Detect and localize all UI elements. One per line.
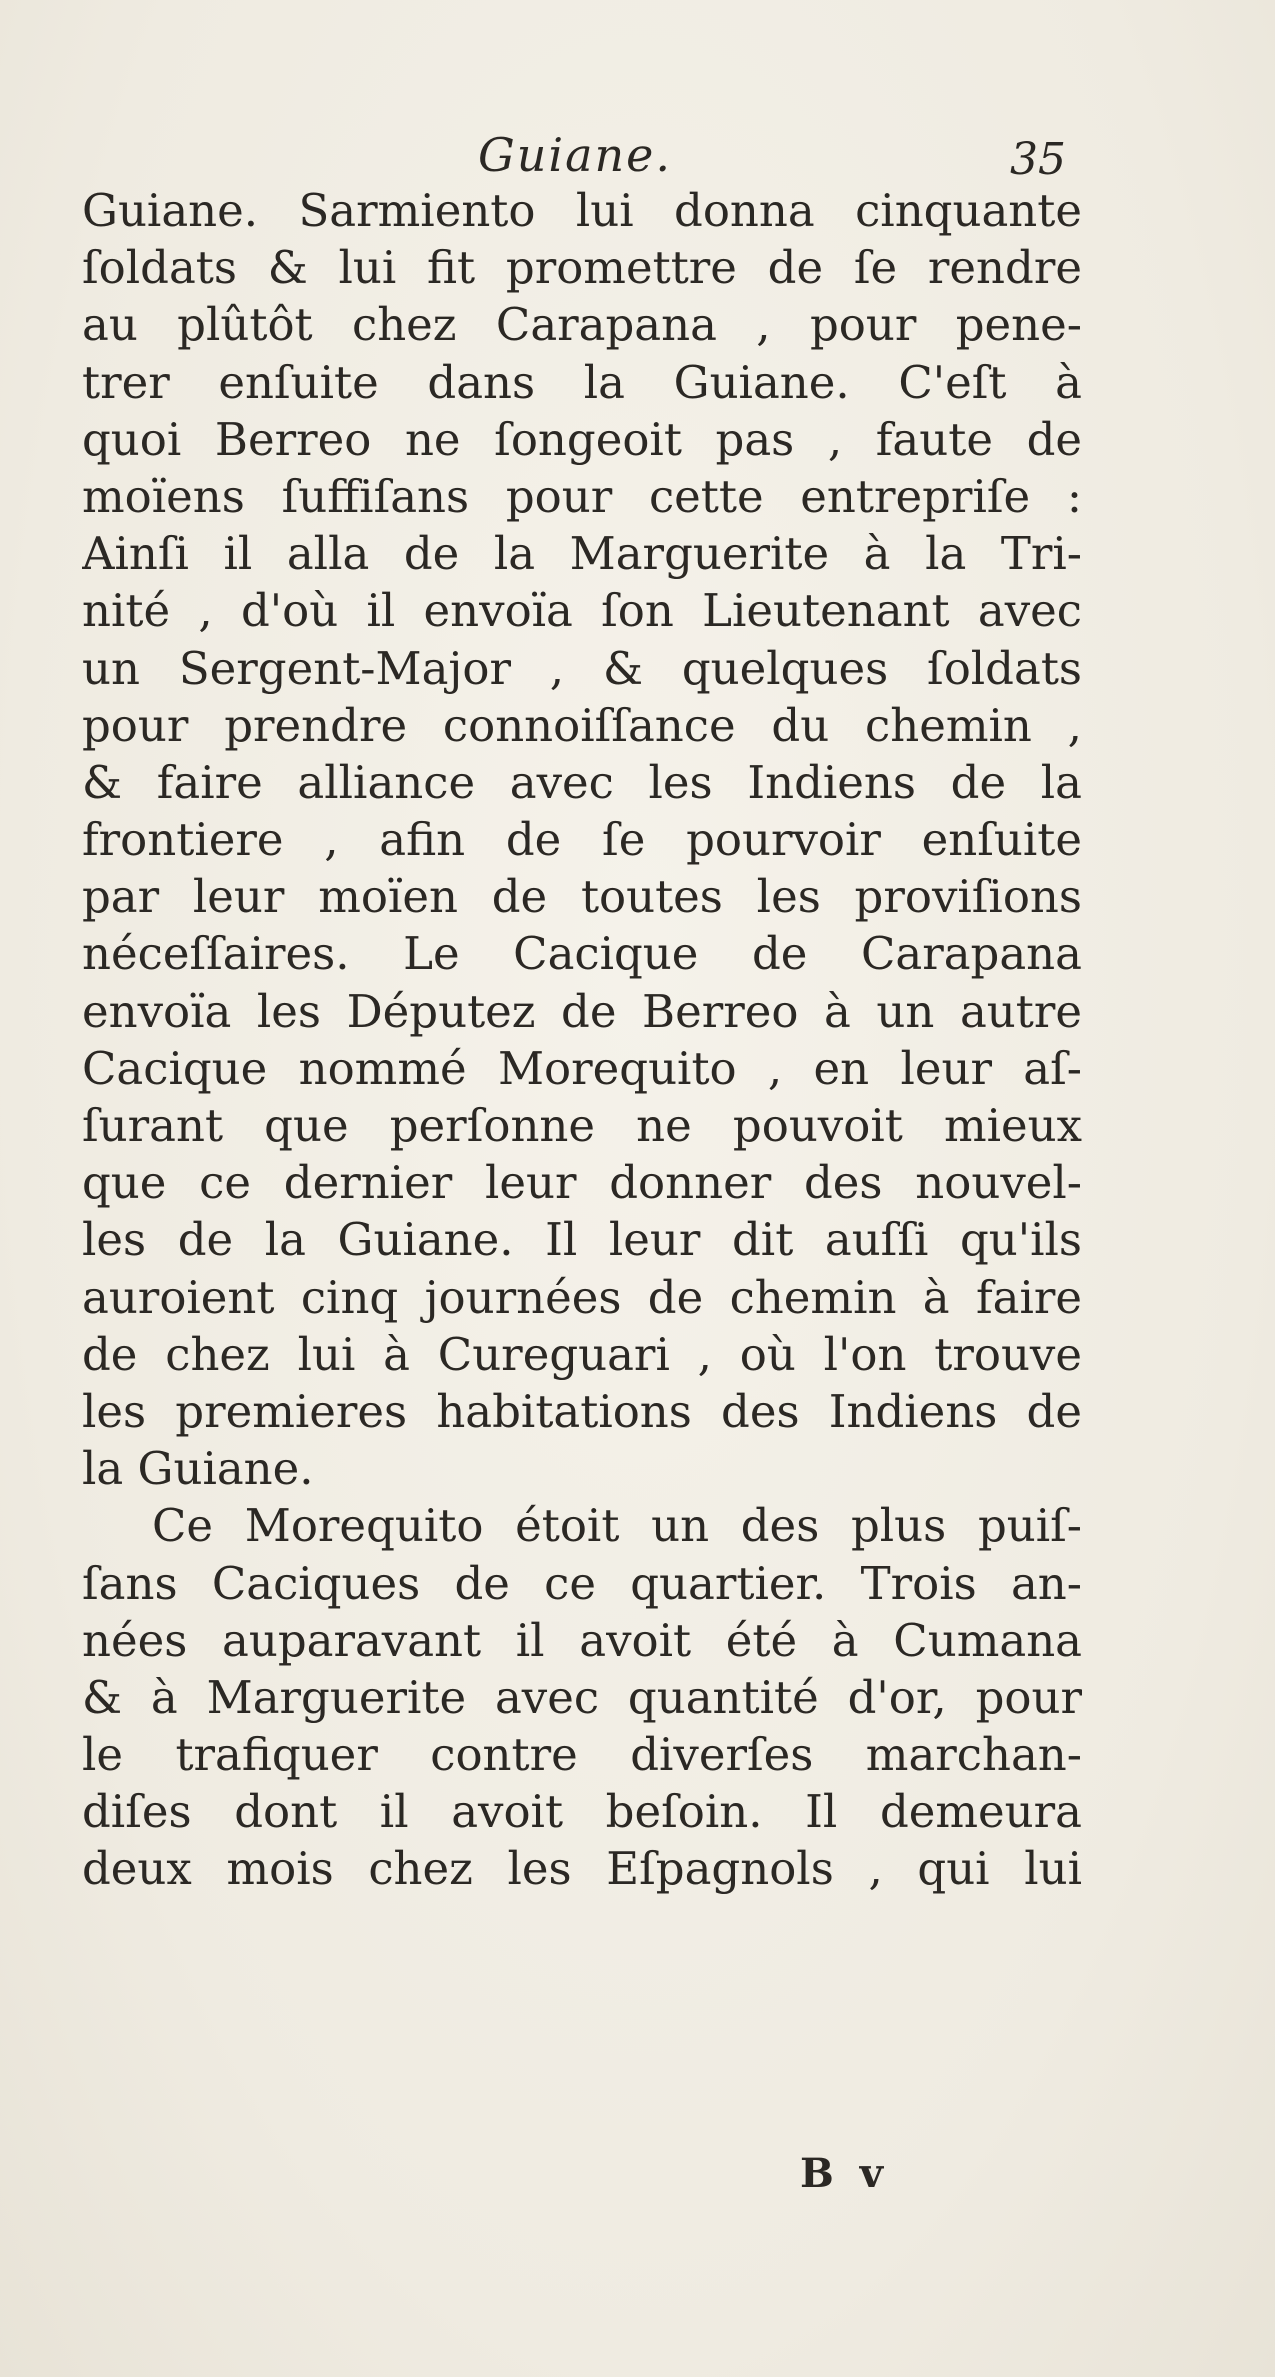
text-line: la Guiane.: [82, 1442, 314, 1496]
text-line: envoïa les Députez de Berreo à un autre: [82, 984, 1082, 1038]
page-number: 35: [1010, 134, 1066, 185]
signature-mark: B v: [800, 2150, 889, 2197]
text-line: diſes dont il avoit beſoin. Il demeura: [82, 1785, 1082, 1839]
text-line: que ce dernier leur donner des nouvel-: [82, 1156, 1082, 1210]
text-line: moïens ſuffiſans pour cette entrepriſe :: [82, 469, 1082, 523]
running-head: [0, 128, 1275, 188]
text-line: Guiane. Sarmiento lui donna cinquante: [82, 184, 1082, 237]
text-line: Ce Morequito étoit un des plus puiſ-: [152, 1499, 1082, 1553]
text-line: un Sergent-Major , & quelques ſoldats: [82, 641, 1082, 695]
text-line: & faire alliance avec les Indiens de la: [82, 755, 1082, 809]
text-line: trer enſuite dans la Guiane. C'eſt à: [82, 355, 1082, 409]
text-line: deux mois chez les Eſpagnols , qui lui: [82, 1842, 1082, 1896]
body-text: [82, 182, 1082, 1898]
text-line: le trafiquer contre diverſes marchan-: [82, 1728, 1082, 1782]
text-line: néceſſaires. Le Cacique de Carapana: [82, 927, 1082, 981]
text-line: ſurant que perſonne ne pouvoit mieux: [82, 1099, 1082, 1152]
text-line: nées auparavant il avoit été à Cumana: [82, 1613, 1082, 1667]
text-line: les de la Guiane. Il leur dit auſſi qu'ils: [82, 1213, 1082, 1267]
text-line: ſoldats & lui fit promettre de ſe rendre: [82, 241, 1082, 295]
text-line: de chez lui à Cureguari , où l'on trouve: [82, 1327, 1082, 1381]
text-line: frontiere , afin de ſe pourvoir enſuite: [82, 813, 1082, 867]
text-line: pour prendre connoiſſance du chemin ,: [82, 698, 1082, 752]
text-line: Ainſi il alla de la Marguerite à la Tri-: [82, 527, 1082, 581]
running-head-title: Guiane.: [478, 128, 672, 182]
text-line: quoi Berreo ne ſongeoit pas , faute de: [82, 412, 1082, 466]
text-line: & à Marguerite avec quantité d'or, pour: [82, 1670, 1082, 1724]
text-line: nité , d'où il envoïa ſon Lieutenant avec: [82, 584, 1082, 638]
text-line: auroient cinq journées de chemin à faire: [82, 1270, 1082, 1324]
text-line: ſans Caciques de ce quartier. Trois an-: [82, 1556, 1082, 1610]
text-line: par leur moïen de toutes les proviſions: [82, 870, 1082, 924]
text-line: au plûtôt chez Carapana , pour pene-: [82, 298, 1082, 352]
text-line: les premieres habitations des Indiens de: [82, 1384, 1082, 1438]
text-line: Cacique nommé Morequito , en leur aſ-: [82, 1041, 1082, 1095]
